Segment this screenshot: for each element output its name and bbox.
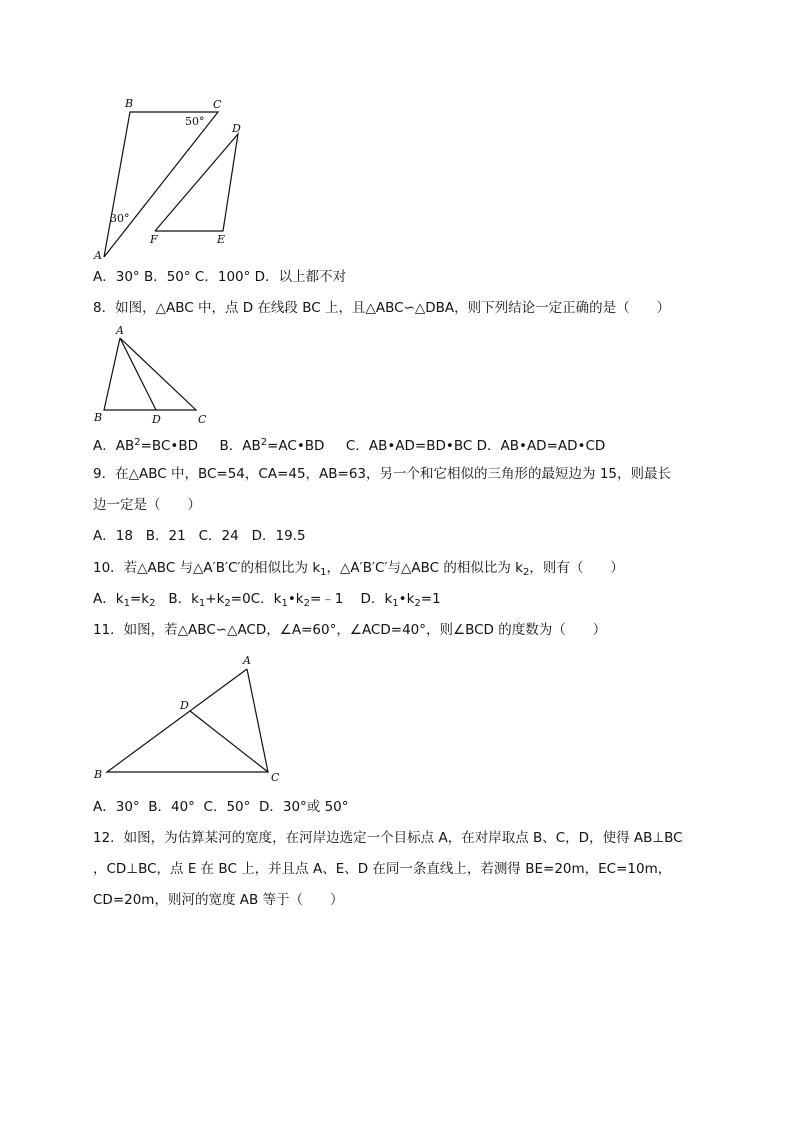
label-a: A [243, 654, 251, 667]
q10-sub2: 2 [523, 567, 530, 578]
q8-options [93, 434, 605, 455]
label-e: E [217, 233, 226, 246]
label-c: C [271, 771, 280, 784]
q8-option-a-rest: =BC•BD [140, 438, 220, 454]
q7-options: A．30° B．50° C．100° D．以上都不对 [93, 269, 347, 285]
angle-c-label: 50° [185, 115, 205, 128]
q10-opt-d-sub2: 2 [414, 598, 421, 609]
q10-stem-a: 10．若△ABC 与△A′B′C′的相似比为 k [93, 560, 321, 576]
q8-option-a-sup: 2 [134, 437, 141, 448]
q12-line2: ，CD⊥BC，点 E 在 BC 上，并且点 A、E、D 在同一条直线上，若测得 BE=20m，EC=10m， [93, 861, 672, 877]
label-b: B [94, 411, 103, 424]
q10-opt-d-sub1: 1 [392, 598, 399, 609]
q11-stem: 11．如图，若△ABC∽△ACD，∠A=60°，∠ACD=40°，则∠BCD 的度数为（ ） [93, 622, 607, 638]
q10-stem-b: ，△A′B′C′与△ABC 的相似比为 k [326, 560, 523, 576]
label-c: C [198, 413, 207, 426]
label-a: A [116, 324, 124, 337]
q8-option-a: A．AB [93, 438, 135, 454]
figure-q7-svg [92, 95, 252, 265]
q9-stem-line1: 9．在△ABC 中，BC=54，CA=45，AB=63，另一个和它相似的三角形的最短边为 15，则最长 [93, 466, 671, 482]
q10-stem-c: ，则有（ ） [529, 560, 624, 576]
figure-q8 [92, 323, 222, 425]
label-d: D [180, 699, 189, 712]
label-a: A [94, 249, 102, 262]
label-b: B [125, 97, 134, 110]
angle-a-label: 30° [110, 212, 130, 225]
figure-q8-svg [92, 323, 222, 425]
triangle-abc [104, 112, 218, 257]
q8-option-b-rest: =AC•BD C．AB•AD=BD•BC D．AB•AD=AD•CD [267, 438, 606, 454]
label-d: D [232, 122, 241, 135]
q10-opt-c-dot: •k [287, 591, 304, 607]
label-b: B [94, 768, 103, 781]
q8-stem: 8．如图，△ABC 中，点 D 在线段 BC 上，且△ABC∽△DBA，则下列结论一定正确的是（ ） [93, 300, 671, 316]
q10-opt-c: =0C．k [230, 591, 282, 607]
label-f: F [150, 233, 158, 246]
q11-options: A．30° B．40° C．50° D．30°或 50° [93, 799, 349, 815]
triangle-def [155, 134, 238, 231]
q10-opt-c-sub1: 1 [281, 598, 288, 609]
q10-sub1: 1 [320, 567, 327, 578]
triangle-abc [107, 669, 268, 772]
segment-ad [120, 338, 156, 410]
q12-line1: 12．如图，为估算某河的宽度，在河岸边选定一个目标点 A，在对岸取点 B、C，D，使得 AB⊥BC [93, 830, 683, 846]
label-c: C [213, 98, 222, 111]
segment-dc [190, 711, 268, 772]
figure-q7 [92, 95, 252, 265]
q10-opt-c-sub2: 2 [303, 598, 310, 609]
q8-option-b-sup: 2 [260, 437, 268, 448]
q10-opt-b-sub2: 2 [224, 598, 231, 609]
q9-stem-line2: 边一定是（ ） [93, 497, 201, 513]
q10-options [93, 590, 441, 613]
figure-q11 [92, 650, 292, 785]
q10-opt-b-sub1: 1 [198, 598, 206, 609]
q12-line3: CD=20m，则河的宽度 AB 等于（ ） [93, 892, 344, 908]
q10-opt-a: A．k [93, 591, 124, 607]
q10-opt-d: =﹣1 D．k [309, 591, 393, 607]
q10-opt-a-sub2: 2 [149, 598, 156, 609]
q10-opt-d-eq: =1 [420, 591, 441, 607]
q10-opt-b: B．k [155, 591, 199, 607]
q10-opt-d-dot: •k [398, 591, 415, 607]
q8-option-b: B．AB [219, 438, 261, 454]
label-d: D [152, 413, 161, 426]
q10-opt-a-sub1: 1 [123, 598, 130, 609]
q9-options: A．18 B．21 C．24 D．19.5 [93, 528, 306, 544]
figure-q11-svg [92, 650, 292, 785]
q10-stem [93, 559, 624, 582]
q10-opt-a-eq: =k [129, 591, 150, 607]
q10-opt-b-plus: +k [205, 591, 225, 607]
